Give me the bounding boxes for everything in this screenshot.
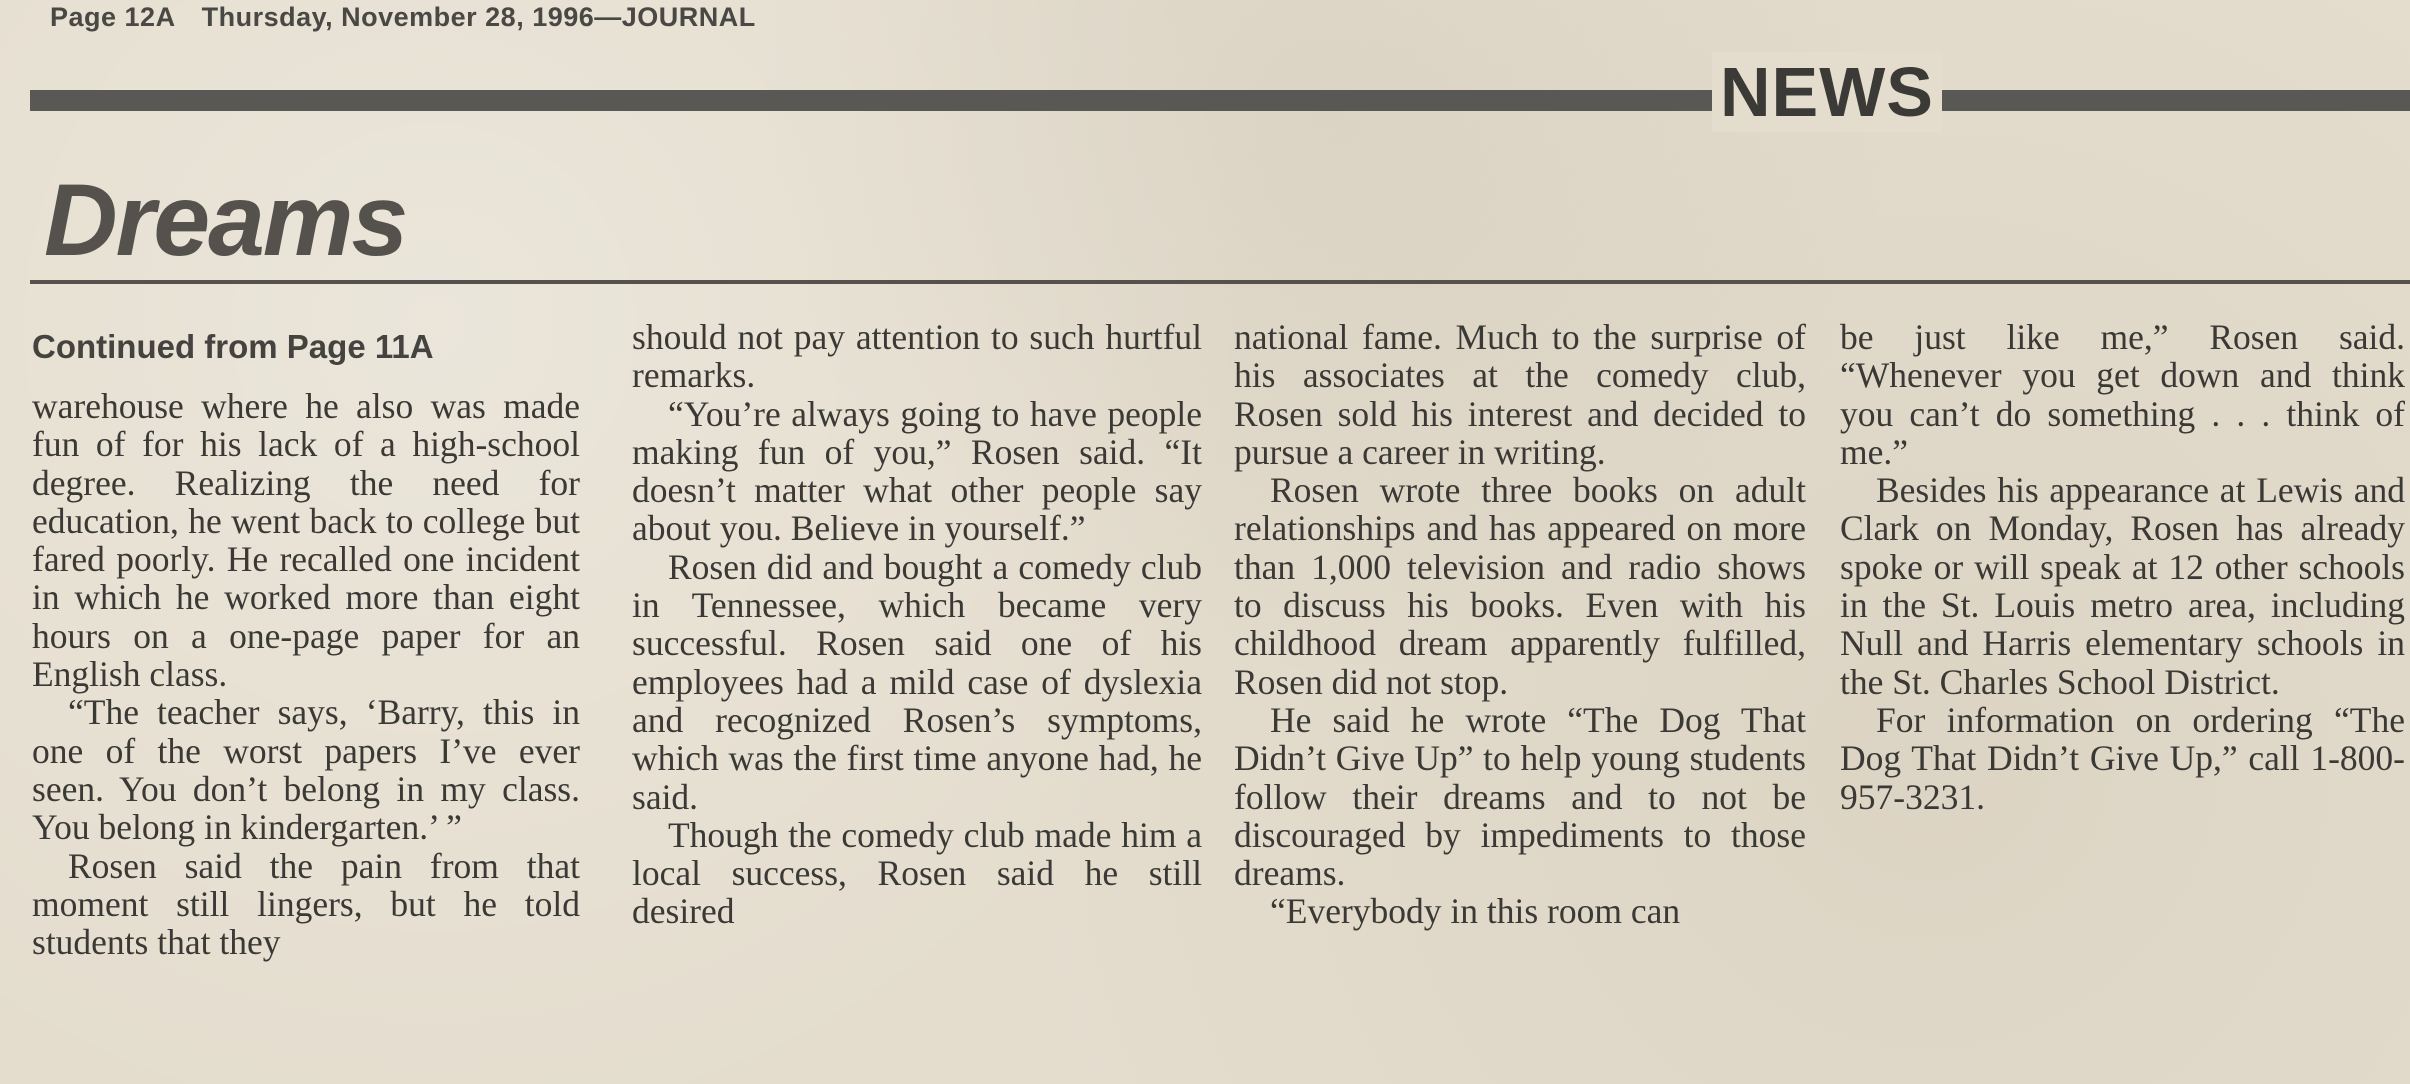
article-column-4: [1840, 318, 2405, 816]
paragraph: should not pay attention to such hurtful remarks.: [632, 317, 1202, 396]
article-column-3: [1234, 318, 1806, 931]
paragraph: Rosen did and bought a comedy club in Tennessee, which became very successful. Rosen said one of his employees had a mild case of dyslexia and recognized Rosen’s symptoms, which was the first time anyone had, he said.: [632, 546, 1202, 817]
headline: Dreams: [44, 163, 407, 277]
paragraph: Though the comedy club made him a local success, Rosen said he still desired: [632, 814, 1202, 932]
paragraph: Besides his appearance at Lewis and Clark on Monday, Rosen has already spoke or will speak at 12 other schools in the St. Louis metro area, including Null and Harris elementary schools in the St. Charles School District.: [1840, 470, 2405, 702]
jump-line: Continued from Page 11A: [32, 328, 434, 365]
paragraph: Rosen said the pain from that moment still lingers, but he told students that they: [32, 845, 580, 963]
paragraph: For information on ordering “The Dog That Didn’t Give Up,” call 1-800-957-3231.: [1840, 699, 2405, 817]
paragraph: warehouse where he also was made fun of for his lack of a high-school degree. Realizing the need for education, he went back to college but fared poorly. He recalled one incident in which he worked more than eight hours on a one-page paper for an English class.: [32, 386, 580, 695]
paragraph: He said he wrote “The Dog That Didn’t Give Up” to help young students follow their dreams and to not be discouraged by impediments to those dreams.: [1234, 699, 1806, 894]
article-column-1: [32, 318, 580, 961]
paragraph: “You’re always going to have people making fun of you,” Rosen said. “It doesn’t matter what other people say about you. Believe in yourself.”: [632, 393, 1202, 549]
page-number: Page 12A: [50, 2, 176, 32]
publication-date: Thursday, November 28, 1996—JOURNAL: [201, 2, 756, 32]
paragraph: “Everybody in this room can: [1270, 891, 1681, 932]
paragraph: national fame. Much to the surprise of his associates at the comedy club, Rosen sold his interest and decided to pursue a career in writing.: [1234, 317, 1806, 472]
paragraph: be just like me,” Rosen said. “Whenever you get down and think you can’t do something . . . think of me.”: [1840, 317, 2405, 472]
paragraph: “The teacher says, ‘Barry, this in one of the worst papers I’ve ever seen. You don’t belong in my class. You belong in kindergarten.’ ”: [32, 692, 580, 848]
section-rule: [30, 90, 2410, 111]
article-column-2: [632, 318, 1202, 931]
section-label: NEWS: [1712, 52, 1942, 132]
headline-rule: [30, 280, 2410, 284]
page-header: [50, 2, 774, 33]
paragraph: Rosen wrote three books on adult relationships and has appeared on more than 1,000 television and radio shows to discuss his books. Even with his childhood dream apparently fulfilled, Rosen did not stop.: [1234, 470, 1806, 702]
